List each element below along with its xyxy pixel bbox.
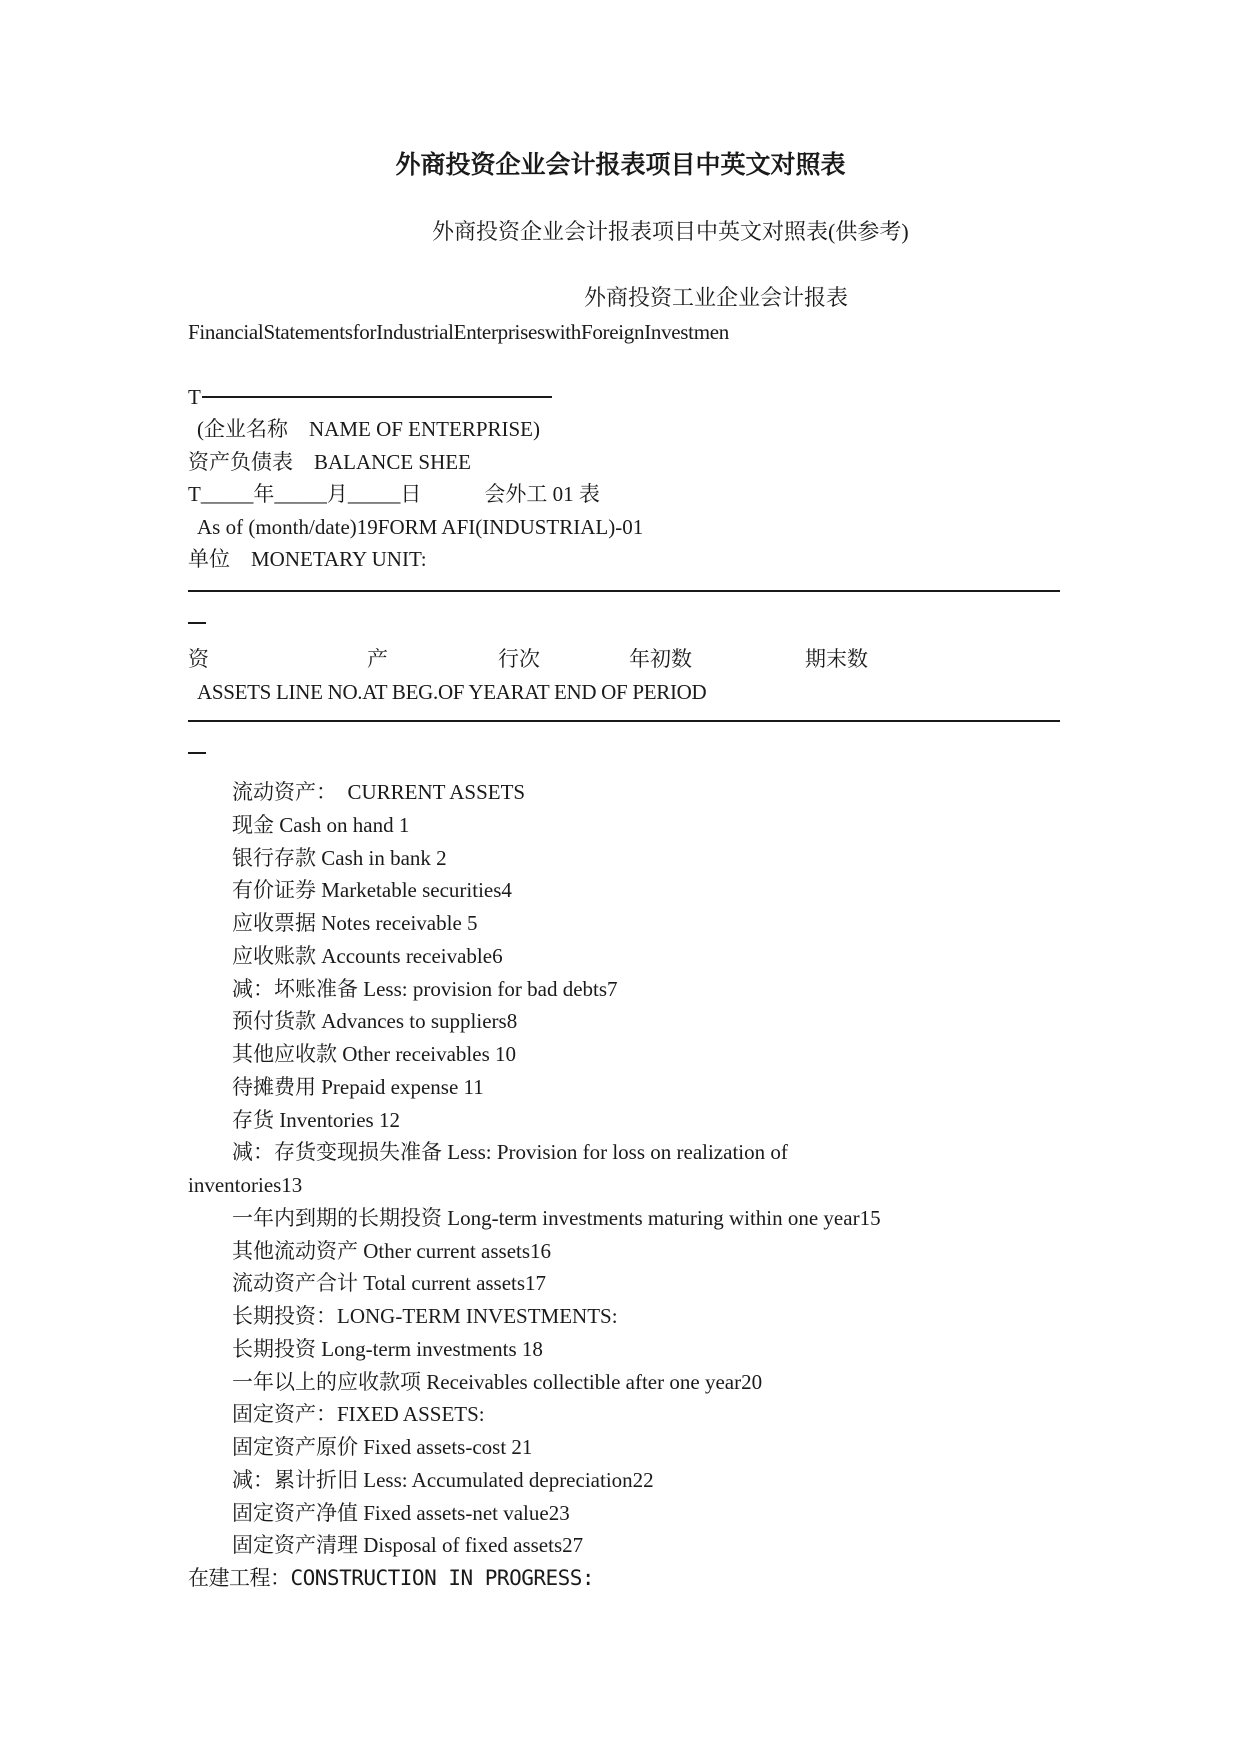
item-long-term-investments-heading: 长期投资：LONG-TERM INVESTMENTS: <box>232 1304 618 1328</box>
col-assets-cn-1: 资 <box>188 647 209 671</box>
item-cash-in-bank: 银行存款 Cash in bank 2 <box>232 846 447 870</box>
item-provision-bad-debts: 减：坏账准备 Less: provision for bad debts7 <box>232 977 618 1001</box>
section-title-en: FinancialStatementsforIndustrialEnterpriseswithForeignInvestmen <box>188 320 729 344</box>
header-rule-bottom-tail <box>188 752 206 754</box>
header-rule-top-tail <box>188 622 206 624</box>
t-marker: T <box>188 385 201 409</box>
construction-in-progress-heading: 在建工程：CONSTRUCTION IN PROGRESS: <box>188 1566 595 1590</box>
item-other-current-assets: 其他流动资产 Other current assets16 <box>232 1239 552 1263</box>
document-title: 外商投资企业会计报表项目中英文对照表 <box>395 152 846 179</box>
header-rule-top <box>188 590 1060 592</box>
item-disposal-fixed-assets: 固定资产清理 Disposal of fixed assets27 <box>232 1533 584 1557</box>
item-provision-inventory-loss: 减：存货变现损失准备 Less: Provision for loss on realization of <box>232 1140 788 1164</box>
item-marketable-securities: 有价证券 Marketable securities4 <box>232 878 512 902</box>
header-rule-bottom <box>188 720 1060 722</box>
item-long-term-investments: 长期投资 Long-term investments 18 <box>232 1337 543 1361</box>
item-prepaid-expense: 待摊费用 Prepaid expense 11 <box>232 1075 484 1099</box>
item-provision-inventory-loss-cont: inventories13 <box>188 1173 303 1197</box>
item-receivables-after-year: 一年以上的应收款项 Receivables collectible after one year20 <box>232 1370 763 1394</box>
item-fixed-assets-net: 固定资产净值 Fixed assets-net value23 <box>232 1501 570 1525</box>
monetary-unit-label: 单位 MONETARY UNIT: <box>188 547 427 571</box>
section-title-cn: 外商投资工业企业会计报表 <box>584 285 849 310</box>
balance-sheet-label: 资产负债表 BALANCE SHEE <box>188 450 471 474</box>
item-inventories: 存货 Inventories 12 <box>232 1108 400 1132</box>
item-lt-investments-within-year: 一年内到期的长期投资 Long-term investments maturing within one year15 <box>232 1206 881 1230</box>
column-headers-en: ASSETS LINE NO.AT BEG.OF YEARAT END OF PERIOD <box>197 680 707 704</box>
item-other-receivables: 其他应收款 Other receivables 10 <box>232 1042 517 1066</box>
col-end-cn: 期末数 <box>805 647 868 671</box>
col-beginning-cn: 年初数 <box>629 647 692 671</box>
item-total-current-assets: 流动资产合计 Total current assets17 <box>232 1271 547 1295</box>
signature-rule <box>202 396 552 398</box>
date-line: T_____年_____月_____日 会外工 01 表 <box>188 482 600 506</box>
as-of-line: As of (month/date)19FORM AFI(INDUSTRIAL)-01 <box>197 515 644 539</box>
col-assets-cn-2: 产 <box>367 647 388 671</box>
item-advances-to-suppliers: 预付货款 Advances to suppliers8 <box>232 1009 518 1033</box>
enterprise-name-label: (企业名称 NAME OF ENTERPRISE) <box>197 417 541 441</box>
item-accumulated-depreciation: 减：累计折旧 Less: Accumulated depreciation22 <box>232 1468 654 1492</box>
item-fixed-assets-cost: 固定资产原价 Fixed assets-cost 21 <box>232 1435 533 1459</box>
col-line-no-cn: 行次 <box>498 647 540 671</box>
item-notes-receivable: 应收票据 Notes receivable 5 <box>232 911 478 935</box>
document-subtitle: 外商投资企业会计报表项目中英文对照表(供参考) <box>432 219 909 244</box>
item-accounts-receivable: 应收账款 Accounts receivable6 <box>232 944 503 968</box>
item-cash-on-hand: 现金 Cash on hand 1 <box>232 813 410 837</box>
item-fixed-assets-heading: 固定资产：FIXED ASSETS: <box>232 1402 485 1426</box>
item-current-assets-heading: 流动资产： CURRENT ASSETS <box>232 780 526 804</box>
